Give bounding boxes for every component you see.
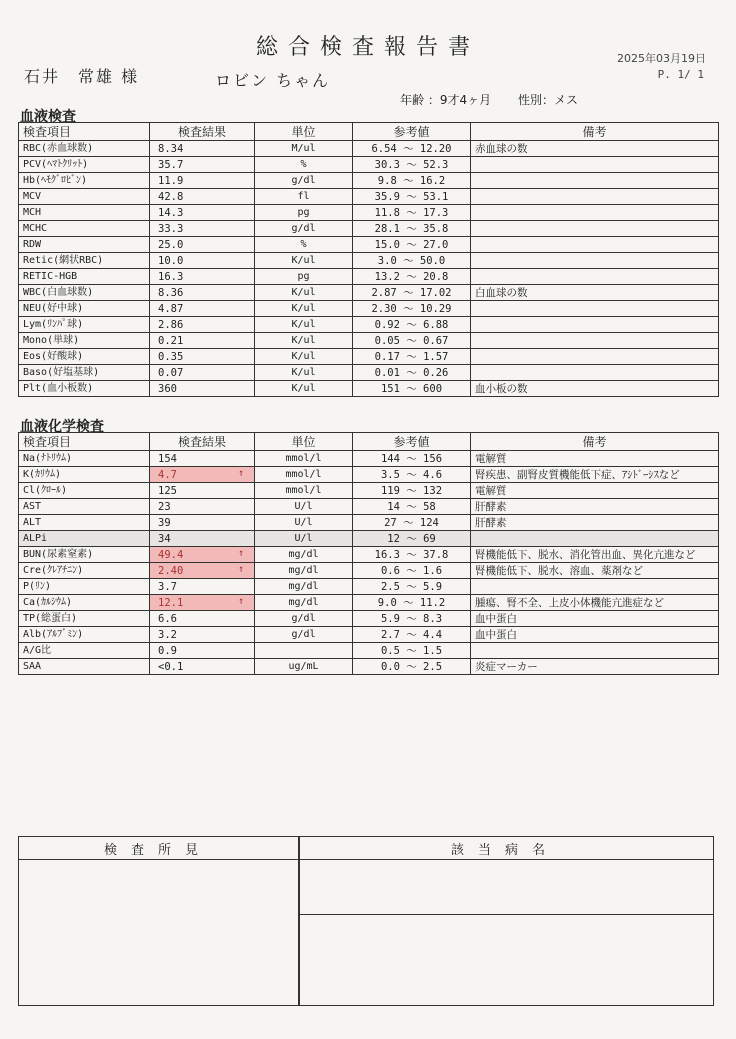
table-row	[19, 531, 719, 547]
table-row	[19, 141, 719, 157]
note-cell: 血中蛋白	[471, 611, 719, 627]
ref-cell: 2.5 ～ 5.9	[353, 579, 471, 595]
result-cell: 39	[150, 515, 255, 531]
table-row	[19, 515, 719, 531]
table-row	[19, 157, 719, 173]
table-row	[19, 627, 719, 643]
header-item: 検査項目	[19, 123, 150, 141]
note-cell	[471, 333, 719, 349]
result-cell: 12.1 ↑	[150, 595, 255, 611]
ref-cell: 16.3 ～ 37.8	[353, 547, 471, 563]
table-row	[19, 563, 719, 579]
ref-cell: 151 ～ 600	[353, 381, 471, 397]
unit-cell: %	[255, 157, 353, 173]
result-cell: 16.3	[150, 269, 255, 285]
item-cell: Eos(好酸球)	[19, 349, 150, 365]
item-cell: K(ｶﾘｳﾑ)	[19, 467, 150, 483]
result-cell: 0.07	[150, 365, 255, 381]
item-cell: ALPi	[19, 531, 150, 547]
item-cell: RETIC-HGB	[19, 269, 150, 285]
ref-cell: 2.7 ～ 4.4	[353, 627, 471, 643]
table-row	[19, 333, 719, 349]
result-cell: 33.3	[150, 221, 255, 237]
unit-cell: mmol/l	[255, 467, 353, 483]
table-row	[19, 499, 719, 515]
note-cell	[471, 189, 719, 205]
note-cell	[471, 643, 719, 659]
table-row	[19, 285, 719, 301]
unit-cell: ug/mL	[255, 659, 353, 675]
result-cell: 0.21	[150, 333, 255, 349]
result-cell: 23	[150, 499, 255, 515]
item-cell: BUN(尿素窒素)	[19, 547, 150, 563]
ref-cell: 6.54 ～ 12.20	[353, 141, 471, 157]
unit-cell: U/l	[255, 499, 353, 515]
result-cell: 25.0	[150, 237, 255, 253]
ref-cell: 0.01 ～ 0.26	[353, 365, 471, 381]
unit-cell: pg	[255, 269, 353, 285]
table-header-row	[19, 433, 719, 451]
unit-cell: mg/dl	[255, 579, 353, 595]
item-cell: Cl(ｸﾛｰﾙ)	[19, 483, 150, 499]
unit-cell: mg/dl	[255, 563, 353, 579]
note-cell: 赤血球の数	[471, 141, 719, 157]
table-header-row	[19, 123, 719, 141]
table-row	[19, 189, 719, 205]
note-cell: 電解質	[471, 483, 719, 499]
header-ref: 参考値	[353, 123, 471, 141]
item-cell: RDW	[19, 237, 150, 253]
ref-cell: 35.9 ～ 53.1	[353, 189, 471, 205]
result-cell: 6.6	[150, 611, 255, 627]
note-cell	[471, 253, 719, 269]
result-cell: 4.7 ↑	[150, 467, 255, 483]
note-cell: 肝酵素	[471, 499, 719, 515]
pet-age: 年齢 ：9才4ヶ月	[400, 93, 492, 107]
note-cell	[471, 317, 719, 333]
pet-sex: 性別：メス	[518, 93, 579, 107]
note-cell	[471, 301, 719, 317]
item-cell: Retic(網状RBC)	[19, 253, 150, 269]
table-row	[19, 659, 719, 675]
note-cell	[471, 349, 719, 365]
ref-cell: 2.87 ～ 17.02	[353, 285, 471, 301]
page-number: P. 1/ 1	[657, 68, 704, 81]
result-cell: 8.34	[150, 141, 255, 157]
item-cell: MCHC	[19, 221, 150, 237]
table-row	[19, 467, 719, 483]
note-cell	[471, 221, 719, 237]
result-cell: 3.7	[150, 579, 255, 595]
ref-cell: 119 ～ 132	[353, 483, 471, 499]
table-row	[19, 547, 719, 563]
item-cell: Cre(ｸﾚｱﾁﾆﾝ)	[19, 563, 150, 579]
table-row	[19, 205, 719, 221]
result-cell: 4.87	[150, 301, 255, 317]
unit-cell: pg	[255, 205, 353, 221]
item-cell: MCH	[19, 205, 150, 221]
unit-cell: g/dl	[255, 611, 353, 627]
header-unit: 単位	[255, 123, 353, 141]
note-cell	[471, 173, 719, 189]
result-cell: 0.35	[150, 349, 255, 365]
unit-cell: K/ul	[255, 317, 353, 333]
ref-cell: 0.6 ～ 1.6	[353, 563, 471, 579]
ref-cell: 15.0 ～ 27.0	[353, 237, 471, 253]
result-cell: 35.7	[150, 157, 255, 173]
unit-cell: g/dl	[255, 221, 353, 237]
table-row	[19, 253, 719, 269]
item-cell: Alb(ｱﾙﾌﾞﾐﾝ)	[19, 627, 150, 643]
result-cell: 14.3	[150, 205, 255, 221]
findings-box	[18, 836, 300, 1006]
result-cell: 154	[150, 451, 255, 467]
disease-field	[298, 858, 714, 915]
ref-cell: 0.17 ～ 1.57	[353, 349, 471, 365]
chem-section-title: 血液化学検査	[20, 419, 104, 435]
ref-cell: 3.5 ～ 4.6	[353, 467, 471, 483]
result-cell: 2.40 ↑	[150, 563, 255, 579]
unit-cell: K/ul	[255, 381, 353, 397]
note-cell: 電解質	[471, 451, 719, 467]
disease-label: 該当病名	[450, 843, 559, 858]
table-row	[19, 579, 719, 595]
table-row	[19, 269, 719, 285]
chemistry-test-table	[18, 432, 719, 675]
blood-section-title: 血液検査	[20, 109, 76, 125]
ref-cell: 0.5 ～ 1.5	[353, 643, 471, 659]
ref-cell: 12 ～ 69	[353, 531, 471, 547]
unit-cell: mg/dl	[255, 547, 353, 563]
ref-cell: 0.0 ～ 2.5	[353, 659, 471, 675]
unit-cell: g/dl	[255, 173, 353, 189]
note-cell	[471, 365, 719, 381]
item-cell: AST	[19, 499, 150, 515]
header-result: 検査結果	[150, 123, 255, 141]
result-cell: <0.1	[150, 659, 255, 675]
result-cell: 42.8	[150, 189, 255, 205]
result-cell: 360	[150, 381, 255, 397]
note-cell: 白血球の数	[471, 285, 719, 301]
unit-cell: mg/dl	[255, 595, 353, 611]
unit-cell: M/ul	[255, 141, 353, 157]
ref-cell: 11.8 ～ 17.3	[353, 205, 471, 221]
note-cell: 腎疾患、副腎皮質機能低下症、ｱｼﾄﾞｰｼｽなど	[471, 467, 719, 483]
ref-cell: 14 ～ 58	[353, 499, 471, 515]
result-cell: 49.4 ↑	[150, 547, 255, 563]
item-cell: A/G比	[19, 643, 150, 659]
ref-cell: 13.2 ～ 20.8	[353, 269, 471, 285]
unit-cell: U/l	[255, 531, 353, 547]
unit-cell: fl	[255, 189, 353, 205]
item-cell: Hb(ﾍﾓｸﾞﾛﾋﾞﾝ)	[19, 173, 150, 189]
table-row	[19, 349, 719, 365]
unit-cell: K/ul	[255, 301, 353, 317]
item-cell: TP(総蛋白)	[19, 611, 150, 627]
table-row	[19, 595, 719, 611]
owner-name: 石井 常雄 様	[24, 67, 140, 86]
item-cell: P(ﾘﾝ)	[19, 579, 150, 595]
unit-cell: %	[255, 237, 353, 253]
table-row	[19, 483, 719, 499]
item-cell: PCV(ﾍﾏﾄｸﾘｯﾄ)	[19, 157, 150, 173]
ref-cell: 30.3 ～ 52.3	[353, 157, 471, 173]
item-cell: RBC(赤血球数)	[19, 141, 150, 157]
note-cell	[471, 237, 719, 253]
result-cell: 8.36	[150, 285, 255, 301]
table-row	[19, 301, 719, 317]
header-ref: 参考値	[353, 433, 471, 451]
header-item: 検査項目	[19, 433, 150, 451]
ref-cell: 0.05 ～ 0.67	[353, 333, 471, 349]
ref-cell: 0.92 ～ 6.88	[353, 317, 471, 333]
item-cell: SAA	[19, 659, 150, 675]
unit-cell	[255, 643, 353, 659]
note-cell: 腎機能低下、脱水、消化管出血、異化亢進など	[471, 547, 719, 563]
ref-cell: 3.0 ～ 50.0	[353, 253, 471, 269]
item-cell: Na(ﾅﾄﾘｳﾑ)	[19, 451, 150, 467]
result-cell: 3.2	[150, 627, 255, 643]
result-cell: 11.9	[150, 173, 255, 189]
ref-cell: 9.0 ～ 11.2	[353, 595, 471, 611]
item-cell: MCV	[19, 189, 150, 205]
note-cell	[471, 531, 719, 547]
table-row	[19, 451, 719, 467]
item-cell: WBC(白血球数)	[19, 285, 150, 301]
unit-cell: K/ul	[255, 365, 353, 381]
table-row	[19, 381, 719, 397]
item-cell: Mono(単球)	[19, 333, 150, 349]
item-cell: Plt(血小板数)	[19, 381, 150, 397]
item-cell: Baso(好塩基球)	[19, 365, 150, 381]
unit-cell: g/dl	[255, 627, 353, 643]
result-cell: 2.86	[150, 317, 255, 333]
report-date: 2025年03月19日	[617, 52, 706, 65]
table-row	[19, 611, 719, 627]
header-result: 検査結果	[150, 433, 255, 451]
note-cell: 腎機能低下、脱水、溶血、薬剤など	[471, 563, 719, 579]
unit-cell: K/ul	[255, 285, 353, 301]
unit-cell: K/ul	[255, 333, 353, 349]
header-note: 備考	[471, 433, 719, 451]
note-cell	[471, 579, 719, 595]
note-cell: 炎症マーカー	[471, 659, 719, 675]
unit-cell: mmol/l	[255, 451, 353, 467]
result-cell: 0.9	[150, 643, 255, 659]
note-cell: 血中蛋白	[471, 627, 719, 643]
ref-cell: 2.30 ～ 10.29	[353, 301, 471, 317]
note-cell	[471, 205, 719, 221]
note-cell: 血小板の数	[471, 381, 719, 397]
header-note: 備考	[471, 123, 719, 141]
note-cell	[471, 269, 719, 285]
pet-name: ロビン ちゃん	[215, 71, 331, 90]
report-title: 総合検査報告書	[255, 35, 480, 60]
note-cell	[471, 157, 719, 173]
unit-cell: U/l	[255, 515, 353, 531]
note-cell: 腫瘍、腎不全、上皮小体機能亢進症など	[471, 595, 719, 611]
table-row	[19, 365, 719, 381]
unit-cell: K/ul	[255, 349, 353, 365]
ref-cell: 9.8 ～ 16.2	[353, 173, 471, 189]
table-row	[19, 317, 719, 333]
result-cell: 34	[150, 531, 255, 547]
note-cell: 肝酵素	[471, 515, 719, 531]
ref-cell: 5.9 ～ 8.3	[353, 611, 471, 627]
blood-test-table	[18, 122, 719, 397]
result-cell: 125	[150, 483, 255, 499]
item-cell: NEU(好中球)	[19, 301, 150, 317]
header-unit: 単位	[255, 433, 353, 451]
table-row	[19, 221, 719, 237]
ref-cell: 144 ～ 156	[353, 451, 471, 467]
unit-cell: mmol/l	[255, 483, 353, 499]
ref-cell: 27 ～ 124	[353, 515, 471, 531]
ref-cell: 28.1 ～ 35.8	[353, 221, 471, 237]
table-row	[19, 237, 719, 253]
item-cell: Ca(ｶﾙｼｳﾑ)	[19, 595, 150, 611]
table-row	[19, 173, 719, 189]
table-row	[19, 643, 719, 659]
item-cell: ALT	[19, 515, 150, 531]
item-cell: Lym(ﾘﾝﾊﾟ球)	[19, 317, 150, 333]
unit-cell: K/ul	[255, 253, 353, 269]
findings-label: 検査所見	[103, 843, 212, 858]
result-cell: 10.0	[150, 253, 255, 269]
